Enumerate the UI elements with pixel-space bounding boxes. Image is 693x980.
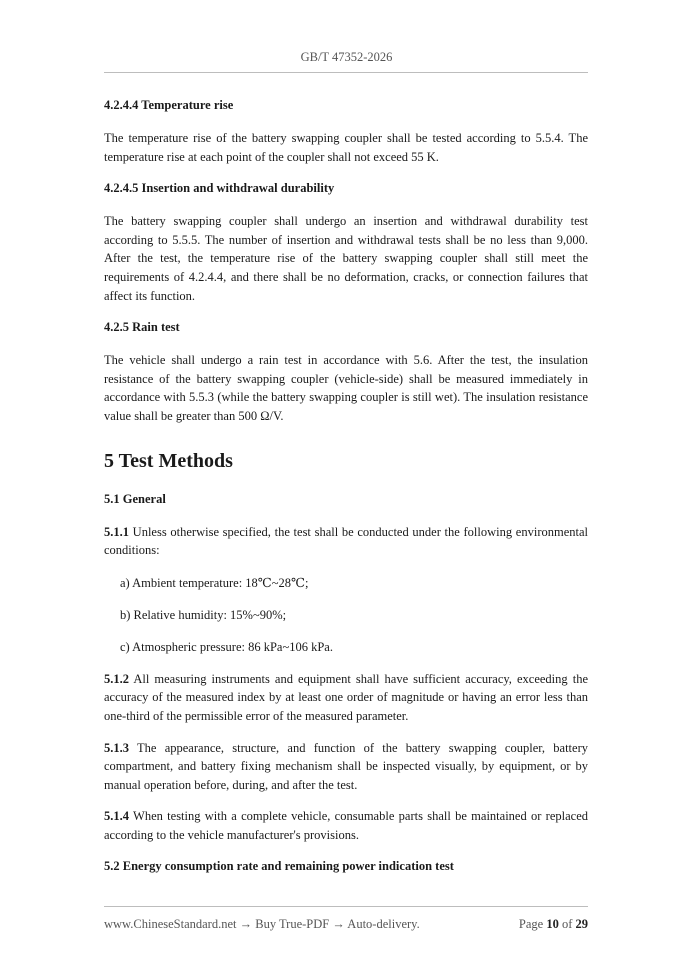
- paragraph-4-2-4-5: The battery swapping coupler shall undergo an insertion and withdrawal durability test according to 5.5.5. The number of insertion and withdrawal tests shall be no less than 9,000. After the test, the temperature rise of the battery swapping coupler shall still meet the requirements of 4.2.4.4, and there shall be no deformation, cracks, or connection failures that affect its function.: [104, 214, 588, 303]
- list-item-ambient-temperature: a) Ambient temperature: 18℃~28℃;: [120, 575, 309, 590]
- heading-4-2-4-4: 4.2.4.4 Temperature rise: [104, 98, 234, 112]
- page-number-indicator: [519, 917, 588, 932]
- clause-text-5-1-2: All measuring instruments and equipment shall have sufficient accuracy, exceeding the accuracy of the measured index by at least one order of magnitude or having an error less than one-third of the permissible error of the measured parameter.: [104, 671, 588, 723]
- heading-5-1: 5.1 General: [104, 491, 166, 506]
- current-page-number: 10: [546, 917, 559, 931]
- of-label: of: [561, 917, 573, 931]
- page-content: [104, 96, 588, 875]
- total-page-count: 29: [575, 917, 588, 931]
- list-item-atmospheric-pressure: c) Atmospheric pressure: 86 kPa~106 kPa.: [120, 639, 333, 654]
- clause-text-5-1-4: When testing with a complete vehicle, consumable parts shall be maintained or replaced according to the vehicle manufacturer's provisions.: [104, 809, 588, 842]
- paragraph-4-2-4-4: The temperature rise of the battery swapping coupler shall be tested according to 5.5.4. The temperature rise at each point of the coupler shall not exceed 55 K.: [104, 131, 588, 164]
- heading-4-2-5: 4.2.5 Rain test: [104, 320, 180, 335]
- heading-4-2-4-5: 4.2.4.5 Insertion and withdrawal durability: [104, 181, 335, 196]
- clause-number-5-1-3: 5.1.3: [104, 740, 129, 755]
- clause-number-5-1-4: 5.1.4: [104, 809, 129, 824]
- clause-text-5-1-1: Unless otherwise specified, the test shall be conducted under the following environmental conditions:: [104, 524, 588, 558]
- clause-number-5-1-1: 5.1.1: [104, 524, 129, 539]
- document-code-header: GB/T 47352-2026: [300, 50, 393, 64]
- paragraph-5-1-4: [104, 807, 588, 844]
- footer-divider: [104, 906, 588, 907]
- clause-text-5-1-3: The appearance, structure, and function of the battery swapping coupler, battery compartment, and battery fixing mechanism shall be inspected visually, by equipment, or by manual operation before, during, and after the test.: [104, 740, 588, 792]
- clause-number-5-1-2: 5.1.2: [104, 671, 129, 686]
- header-divider: [104, 72, 588, 73]
- paragraph-5-1-3: [104, 739, 588, 795]
- paragraph-4-2-5: The vehicle shall undergo a rain test in accordance with 5.6. After the test, the insulation resistance of the battery swapping coupler (vehicle-side) shall be measured immediately in accordance with 5.5.3 (while the battery swapping coupler is still wet). The insulation resistance value shall be greater than 500 Ω/V.: [104, 353, 588, 423]
- footer-site-link[interactable]: www.ChineseStandard.net → Buy True-PDF → Auto-delivery.: [104, 917, 420, 931]
- paragraph-5-1-1: [104, 523, 588, 560]
- heading-5-test-methods: 5 Test Methods: [104, 449, 233, 472]
- list-item-relative-humidity: b) Relative humidity: 15%~90%;: [120, 607, 287, 622]
- paragraph-5-1-2: [104, 670, 588, 726]
- page-label: Page: [518, 917, 544, 931]
- heading-5-2: 5.2 Energy consumption rate and remaining power indication test: [104, 859, 454, 874]
